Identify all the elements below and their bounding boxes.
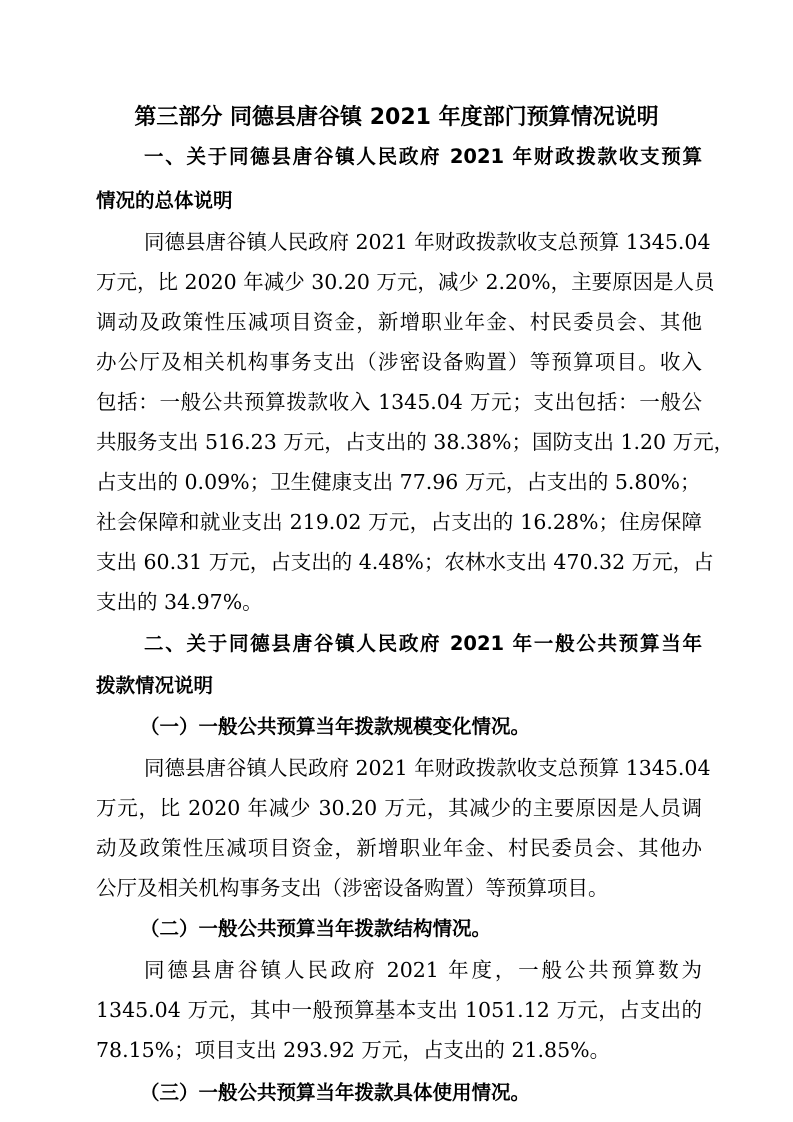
section-1-heading-line-2: 情况的总体说明 [96,189,233,212]
section-1-paragraph-line: 办公厅及相关机构事务支出（涉密设备购置）等预算项目。收入 [96,350,702,374]
subsection-1-heading: （一）一般公共预算当年拨款规模变化情况。 [140,715,531,738]
section-1-paragraph-line: 共服务支出 516.23 万元，占支出的 38.38%；国防支出 1.20 万元， [96,430,735,454]
subsection-3-heading: （三）一般公共预算当年拨款具体使用情况。 [140,1081,531,1104]
section-1-paragraph-line: 占支出的 0.09%；卫生健康支出 77.96 万元，占支出的 5.80%； [96,470,701,494]
subsection-2-paragraph-line: 同德县唐谷镇人民政府 2021 年度，一般公共预算数为 [144,958,702,982]
section-2-heading-line-1: 二、关于同德县唐谷镇人民政府 2021 年一般公共预算当年 [144,632,702,655]
section-2-heading-line-2: 拨款情况说明 [96,674,214,697]
section-1-paragraph-line: 支出 60.31 万元，占支出的 4.48%；农林水支出 470.32 万元，占 [96,550,714,574]
section-1-paragraph-line: 调动及政策性压减项目资金，新增职业年金、村民委员会、其他 [96,310,702,334]
subsection-1-paragraph-line: 同德县唐谷镇人民政府 2021 年财政拨款收支总预算 1345.04 [144,756,711,780]
section-1-paragraph-line: 同德县唐谷镇人民政府 2021 年财政拨款收支总预算 1345.04 [144,230,711,254]
subsection-1-paragraph-line: 万元，比 2020 年减少 30.20 万元，其减少的主要原因是人员调 [96,796,702,820]
subsection-2-heading: （二）一般公共预算当年拨款结构情况。 [140,917,492,940]
section-1-paragraph-line: 支出的 34.97%。 [96,590,263,614]
section-1-paragraph-line: 社会保障和就业支出 219.02 万元，占支出的 16.28%；住房保障 [96,510,702,534]
subsection-1-paragraph-line: 动及政策性压减项目资金，新增职业年金、村民委员会、其他办 [96,836,702,860]
subsection-2-paragraph-line: 78.15%；项目支出 293.92 万元，占支出的 21.85%。 [96,1038,611,1062]
page-title: 第三部分 同德县唐谷镇 2021 年度部门预算情况说明 [134,105,659,130]
subsection-2-paragraph-line: 1345.04 万元，其中一般预算基本支出 1051.12 万元，占支出的 [96,998,702,1022]
subsection-1-paragraph-line: 公厅及相关机构事务支出（涉密设备购置）等预算项目。 [96,876,609,900]
section-1-paragraph-line: 包括：一般公共预算拨款收入 1345.04 万元；支出包括：一般公 [96,390,702,414]
section-1-heading-line-1: 一、关于同德县唐谷镇人民政府 2021 年财政拨款收支预算 [144,145,702,168]
section-1-paragraph-line: 万元，比 2020 年减少 30.20 万元，减少 2.20%，主要原因是人员 [96,270,715,294]
